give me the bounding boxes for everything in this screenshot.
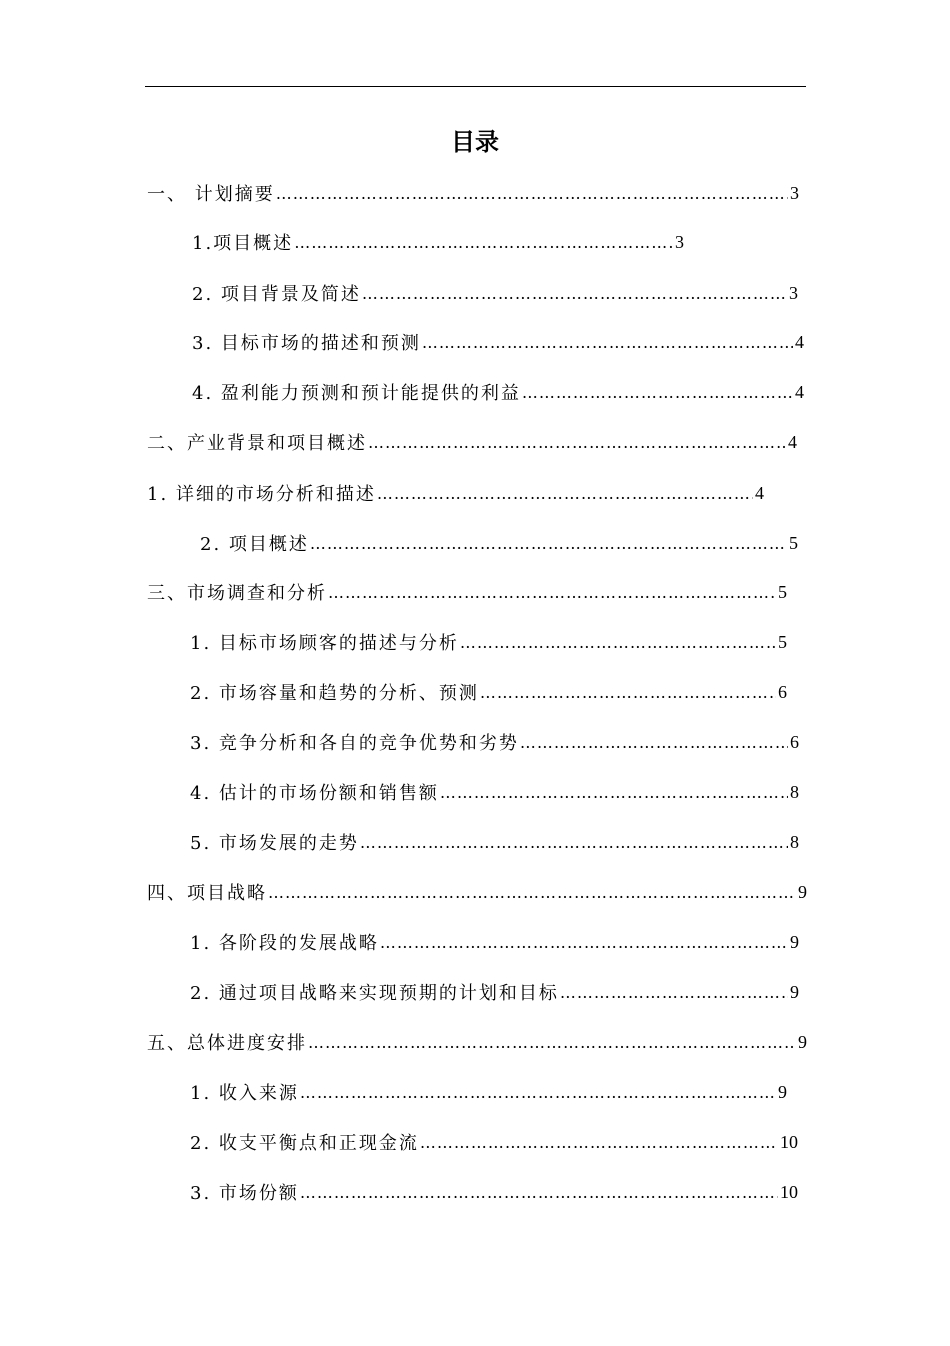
- toc-entry-page: 4: [755, 482, 764, 503]
- toc-dot-leader: [422, 333, 793, 352]
- toc-entry-label: 1. 详细的市场分析和描述: [147, 484, 376, 505]
- toc-entry-page: 5: [778, 631, 787, 652]
- toc-entry[interactable]: [190, 1127, 798, 1157]
- toc-entry-page: 10: [780, 1181, 798, 1202]
- toc-dot-leader: [294, 233, 673, 252]
- toc-entry[interactable]: [192, 278, 798, 308]
- toc-entry-label: 一、 计划摘要: [147, 184, 275, 205]
- toc-dot-leader: [362, 284, 787, 303]
- toc-entry-page: 9: [798, 881, 807, 902]
- toc-entry-page: 9: [790, 981, 799, 1002]
- toc-dot-leader: [560, 983, 788, 1002]
- toc-entry-label: 1. 各阶段的发展战略: [190, 933, 379, 954]
- toc-entry-label: 1. 收入来源: [190, 1083, 299, 1104]
- toc-dot-leader: [460, 633, 776, 652]
- toc-title: 目录: [451, 128, 499, 156]
- toc-dot-leader: [440, 783, 788, 802]
- toc-entry-label: 三、市场调查和分析: [147, 583, 327, 604]
- toc-entry[interactable]: [147, 427, 797, 457]
- toc-entry-page: 4: [795, 331, 804, 352]
- toc-dot-leader: [268, 883, 796, 902]
- toc-entry-label: 2. 市场容量和趋势的分析、预测: [190, 683, 479, 704]
- toc-entry-label: 1. 目标市场顾客的描述与分析: [190, 633, 459, 654]
- toc-entry-label: 3. 竞争分析和各自的竞争优势和劣势: [190, 733, 519, 754]
- toc-dot-leader: [276, 184, 788, 203]
- toc-entry[interactable]: [190, 627, 787, 657]
- toc-entry-label: 3. 目标市场的描述和预测: [192, 333, 421, 354]
- toc-entry[interactable]: [192, 377, 804, 407]
- toc-entry-page: 9: [790, 931, 799, 952]
- toc-entry[interactable]: [190, 977, 799, 1007]
- toc-entry[interactable]: [147, 178, 799, 208]
- toc-entry-page: 3: [790, 182, 799, 203]
- toc-dot-leader: [522, 383, 793, 402]
- toc-entry-label: 4. 估计的市场份额和销售额: [190, 783, 439, 804]
- toc-entry[interactable]: [192, 327, 804, 357]
- toc-entry-page: 4: [788, 431, 797, 452]
- toc-entry[interactable]: [190, 927, 799, 957]
- toc-entry[interactable]: [192, 227, 684, 257]
- toc-entry-page: 9: [778, 1081, 787, 1102]
- toc-entry-label: 3. 市场份额: [190, 1183, 299, 1204]
- toc-entry-label: 二、产业背景和项目概述: [147, 433, 367, 454]
- toc-dot-leader: [380, 933, 788, 952]
- toc-entry[interactable]: [147, 478, 764, 508]
- toc-entry-page: 9: [798, 1031, 807, 1052]
- toc-entry[interactable]: [190, 777, 799, 807]
- header-rule: [145, 86, 806, 87]
- toc-dot-leader: [520, 733, 788, 752]
- toc-entry-page: 5: [789, 532, 798, 553]
- toc-dot-leader: [377, 484, 753, 503]
- toc-entry-page: 8: [790, 831, 799, 852]
- toc-entry-label: 2. 项目背景及简述: [192, 284, 361, 305]
- toc-entry[interactable]: [190, 1177, 798, 1207]
- toc-entry-label: 五、总体进度安排: [147, 1033, 307, 1054]
- toc-entry-page: 5: [778, 581, 787, 602]
- toc-entry-page: 6: [790, 731, 799, 752]
- toc-entry-page: 8: [790, 781, 799, 802]
- toc-entry-page: 4: [795, 381, 804, 402]
- toc-entry-label: 2. 项目概述: [200, 534, 309, 555]
- toc-dot-leader: [308, 1033, 796, 1052]
- toc-entry[interactable]: [147, 577, 787, 607]
- toc-entry-page: 10: [780, 1131, 798, 1152]
- toc-dot-leader: [310, 534, 787, 553]
- toc-entry[interactable]: [147, 1027, 807, 1057]
- toc-entry-page: 3: [789, 282, 798, 303]
- toc-entry[interactable]: [190, 1077, 787, 1107]
- toc-dot-leader: [360, 833, 788, 852]
- toc-entry[interactable]: [200, 528, 798, 558]
- toc-entry-label: 1.项目概述: [192, 233, 294, 254]
- toc-entry[interactable]: [190, 677, 787, 707]
- toc-entry[interactable]: [147, 877, 807, 907]
- toc-dot-leader: [300, 1083, 776, 1102]
- toc-dot-leader: [368, 433, 786, 452]
- toc-dot-leader: [480, 683, 776, 702]
- toc-entry-label: 4. 盈利能力预测和预计能提供的利益: [192, 383, 521, 404]
- toc-dot-leader: [300, 1183, 778, 1202]
- toc-entry-label: 2. 收支平衡点和正现金流: [190, 1133, 419, 1154]
- toc-entry-label: 5. 市场发展的走势: [190, 833, 359, 854]
- toc-entry[interactable]: [190, 827, 799, 857]
- toc-dot-leader: [420, 1133, 778, 1152]
- toc-entry[interactable]: [190, 727, 799, 757]
- toc-entry-page: 3: [675, 231, 684, 252]
- toc-dot-leader: [328, 583, 776, 602]
- toc-entry-page: 6: [778, 681, 787, 702]
- toc-entry-label: 2. 通过项目战略来实现预期的计划和目标: [190, 983, 559, 1004]
- toc-entry-label: 四、项目战略: [147, 883, 267, 904]
